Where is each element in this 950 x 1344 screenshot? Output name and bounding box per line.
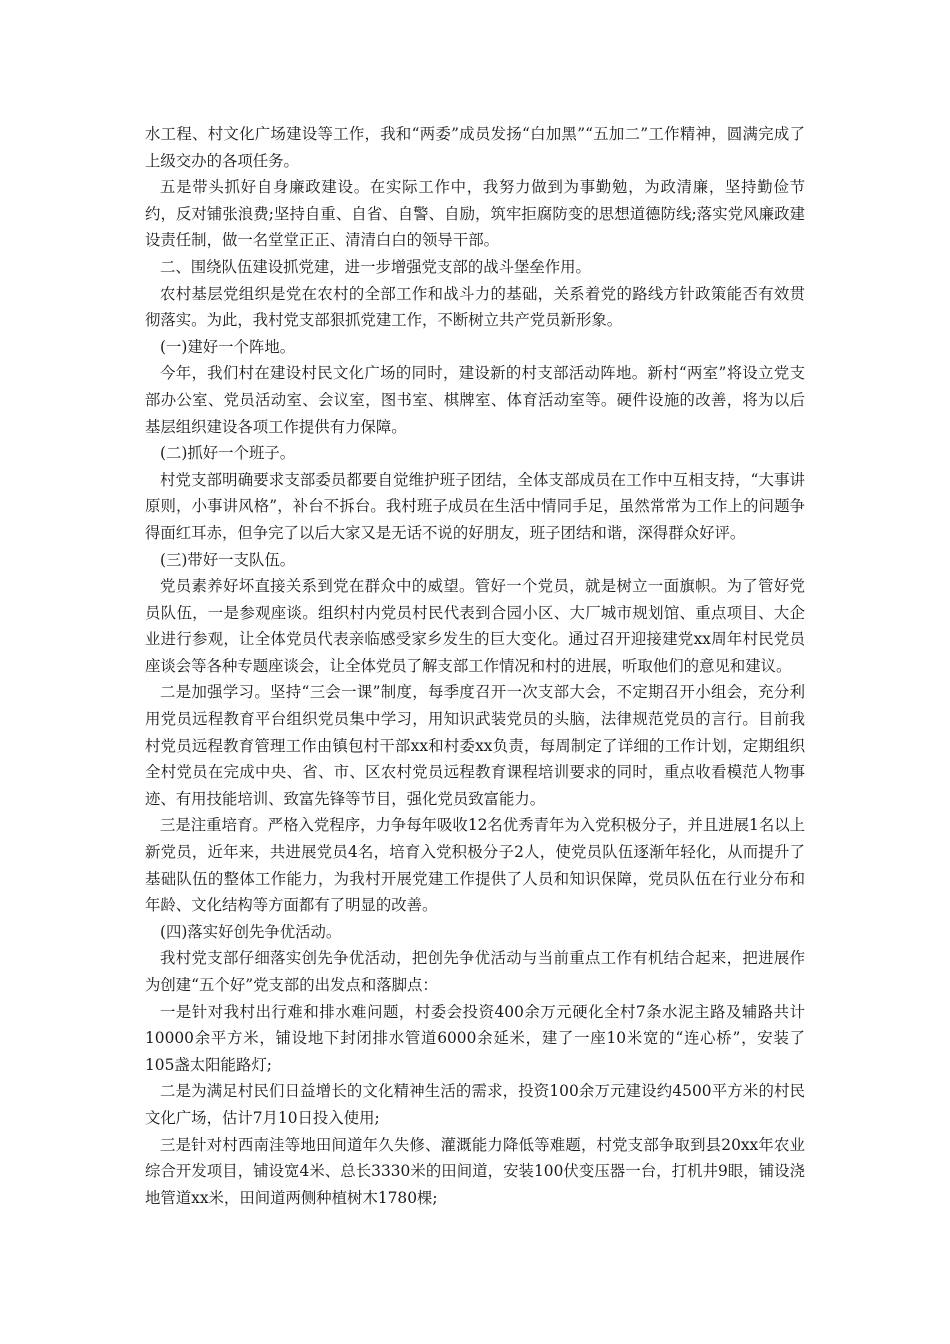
document-body <box>145 121 805 1211</box>
paragraph: 二是为满足村民们日益增长的文化精神生活的需求，投资100余万元建设约4500平方米的村民文化广场，估计7月10日投入使用; <box>145 1082 805 1127</box>
paragraph: 今年，我们村在建设村民文化广场的同时，建设新的村支部活动阵地。新村“两室”将设立党支部办公室、党员活动室、会议室，图书室、棋牌室、体育活动室等。硬件设施的改善，将为以后基层组织建设各项工作提供有力保障。 <box>145 364 805 436</box>
paragraph: 三是针对村西南洼等地田间道年久失修、灌溉能力降低等难题，村党支部争取到县20xx年农业综合开发项目，铺设宽4米、总长3330米的田间道，安装100伏变压器一台，打机井9眼，铺设浇地管道xx米，田间道两侧种植树木1780棵; <box>145 1135 805 1207</box>
paragraph: 村党支部明确要求支部委员都要自觉维护班子团结，全体支部成员在工作中互相支持，“大事讲原则，小事讲风格”，补台不拆台。我村班子成员在生活中情同手足，虽然常常为工作上的问题争得面红耳赤，但争完了以后大家又是无话不说的好朋友，班子团结和谐，深得群众好评。 <box>145 470 805 542</box>
paragraph: 二是加强学习。坚持“三会一课”制度，每季度召开一次支部大会，不定期召开小组会，充分利用党员远程教育平台组织党员集中学习，用知识武装党员的头脑，法律规范党员的言行。目前我村党员远程教育管理工作由镇包村干部xx和村委xx负责，每周制定了详细的工作计划，定期组织全村党员在完成中央、省、市、区农村党员远程教育课程培训要求的同时，重点收看模范人物事迹、有用技能培训、致富先锋等节目，强化党员致富能力。 <box>145 683 805 808</box>
paragraph: (二)抓好一个班子。 <box>160 444 296 463</box>
paragraph: 党员素养好坏直接关系到党在群众中的威望。管好一个党员，就是树立一面旗帜。为了管好党员队伍，一是参观座谈。组织村内党员村民代表到合园小区、大厂城市规划馆、重点项目、大企业进行参观，让全体党员代表亲临感受家乡发生的巨大变化。通过召开迎接建党xx周年村民党员座谈会等各种专题座谈会，让全体党员了解支部工作情况和村的进展，听取他们的意见和建议。 <box>145 577 805 675</box>
paragraph: 一是针对我村出行难和排水难问题，村委会投资400余万元硬化全村7条水泥主路及辅路共计10000余平方米，铺设地下封闭排水管道6000余延米，建了一座10米宽的“连心桥”，安装了105盏太阳能路灯; <box>145 1002 805 1074</box>
paragraph: 我村党支部仔细落实创先争优活动，把创先争优活动与当前重点工作有机结合起来，把进展作为创建“五个好”党支部的出发点和落脚点： <box>145 949 805 994</box>
paragraph: (三)带好一支队伍。 <box>160 550 296 569</box>
paragraph: 农村基层党组织是党在农村的全部工作和战斗力的基础，关系着党的路线方针政策能否有效贯彻落实。为此，我村党支部狠抓党建工作，不断树立共产党员新形象。 <box>145 284 805 330</box>
paragraph: 二、围绕队伍建设抓党建，进一步增强党支部的战斗堡垒作用。 <box>160 257 591 276</box>
paragraph: 水工程、村文化广场建设等工作，我和“两委”成员发扬“白加黑”“五加二”工作精神，圆满完成了上级交办的各项任务。 <box>145 125 805 170</box>
paragraph: 三是注重培育。严格入党程序，力争每年吸收12名优秀青年为入党积极分子，并且进展1名以上新党员，近年来，共进展党员4名，培育入党积极分子2人，使党员队伍逐渐年轻化，从而提升了基础队伍的整体工作能力，为我村开展党建工作提供了人员和知识保障，党员队伍在行业分布和年龄、文化结构等方面都有了明显的改善。 <box>145 816 806 915</box>
paragraph: (一)建好一个阵地。 <box>160 337 296 356</box>
paragraph: 五是带头抓好自身廉政建设。在实际工作中，我努力做到为事勤勉，为政清廉，坚持勤俭节约，反对铺张浪费;坚持自重、自省、自警、自励，筑牢拒腐防变的思想道德防线;落实党风廉政建设责任制，做一名堂堂正正、清清白白的领导干部。 <box>145 178 805 250</box>
paragraph: (四)落实好创先争优活动。 <box>160 922 342 941</box>
